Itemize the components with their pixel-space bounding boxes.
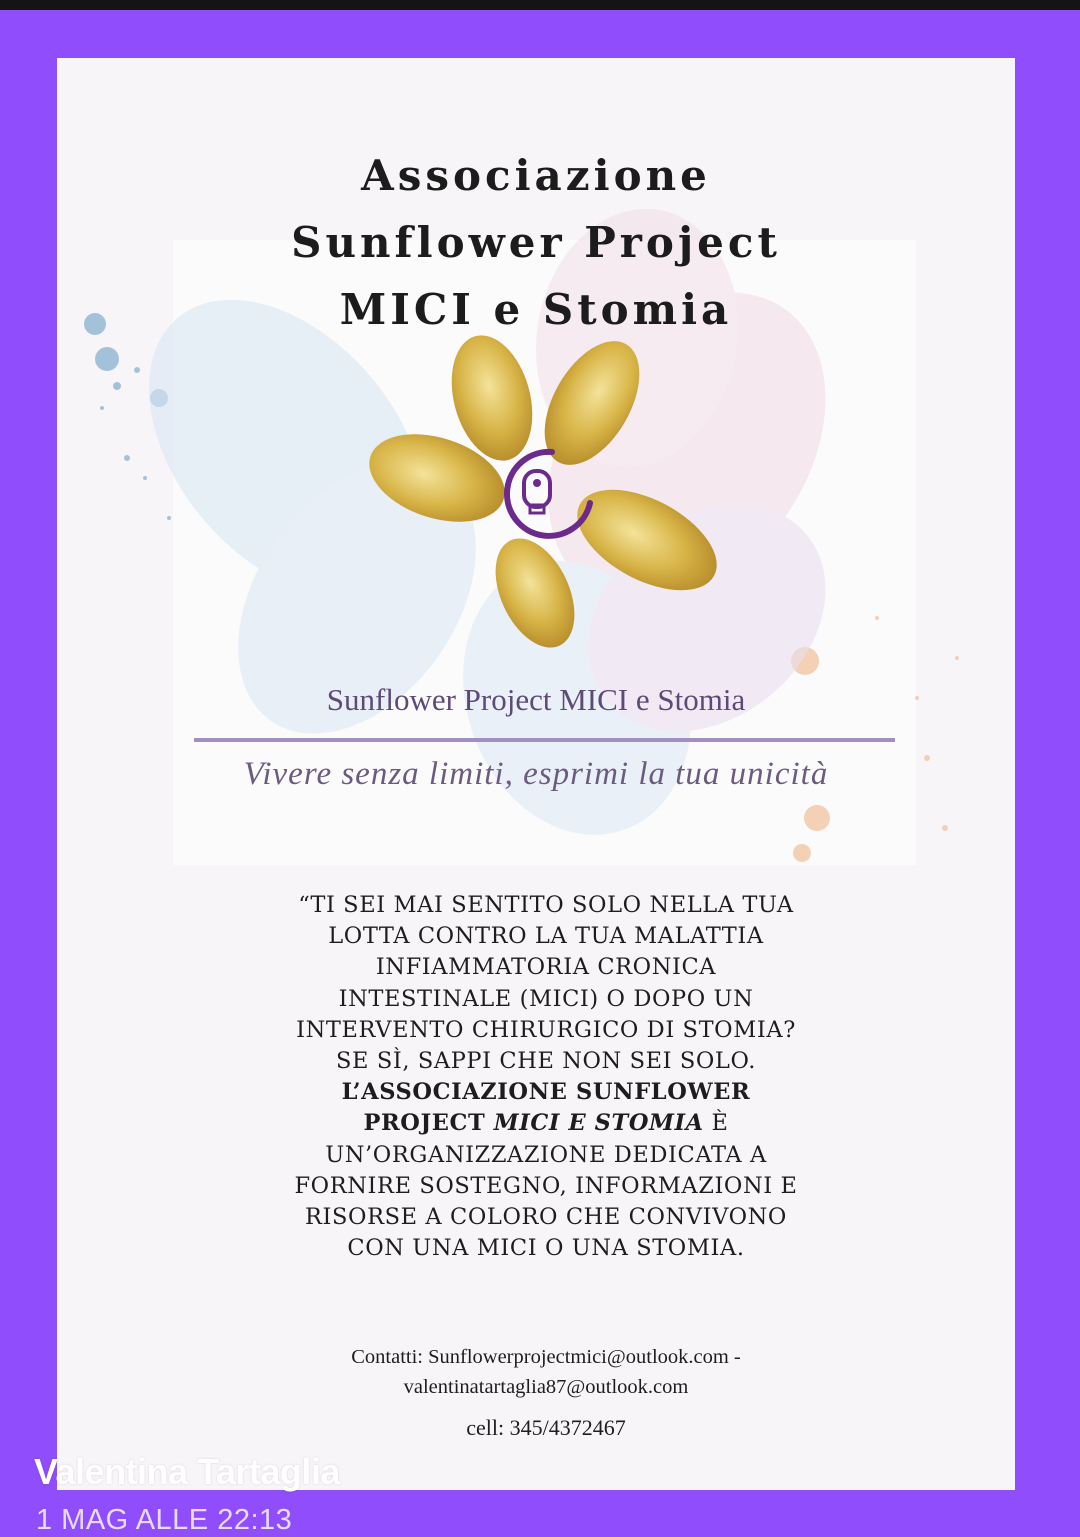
message-intro: “TI SEI MAI SENTITO SOLO NELLA TUA LOTTA CONTRO LA TUA MALATTIA INFIAMMATORIA CRONICA INTESTINALE (MICI) O DOPO UN INTERVENTO CHIRURGICO DI STOMIA? SE SÌ, SAPPI CHE NON SEI SOLO. (296, 892, 796, 1075)
post-author-name[interactable]: Valentina Tartaglia (34, 1451, 340, 1492)
poster-message (287, 890, 805, 1264)
message-association-name: L’ASSOCIAZIONE SUNFLOWER PROJECT MICI E STOMIA (341, 1079, 751, 1137)
logo-divider (194, 738, 895, 742)
logo-name-text: Sunflower Project MICI e Stomia (326, 682, 746, 717)
title-line-3: MICI e Stomia (339, 285, 733, 334)
status-bar-strip (0, 0, 1080, 10)
contacts-line-2: valentinatartaglia87@outlook.com (403, 1376, 689, 1398)
title-line-2: Sunflower Project (291, 218, 781, 267)
message-description: È UN’ORGANIZZAZIONE DEDICATA A FORNIRE SOSTEGNO, INFORMAZIONI E RISORSE A COLORO CHE CONVIVONO CON UNA MICI O UNA STOMIA. (294, 1110, 798, 1262)
contacts-cell: cell: 345/4372467 (466, 1415, 626, 1440)
post-timestamp: 1 MAG ALLE 22:13 (36, 1504, 293, 1536)
contacts-line-1: Contatti: Sunflowerprojectmici@outlook.com - (351, 1346, 741, 1368)
title-line-1: Associazione (361, 151, 711, 200)
logo-tagline: Vivere senza limiti, esprimi la tua unicità (243, 756, 829, 792)
message-association-name-italic: MICI E STOMIA (493, 1110, 704, 1137)
poster-title (57, 142, 1015, 343)
contacts-block (57, 1342, 1015, 1443)
poster-card[interactable] (57, 58, 1015, 1490)
